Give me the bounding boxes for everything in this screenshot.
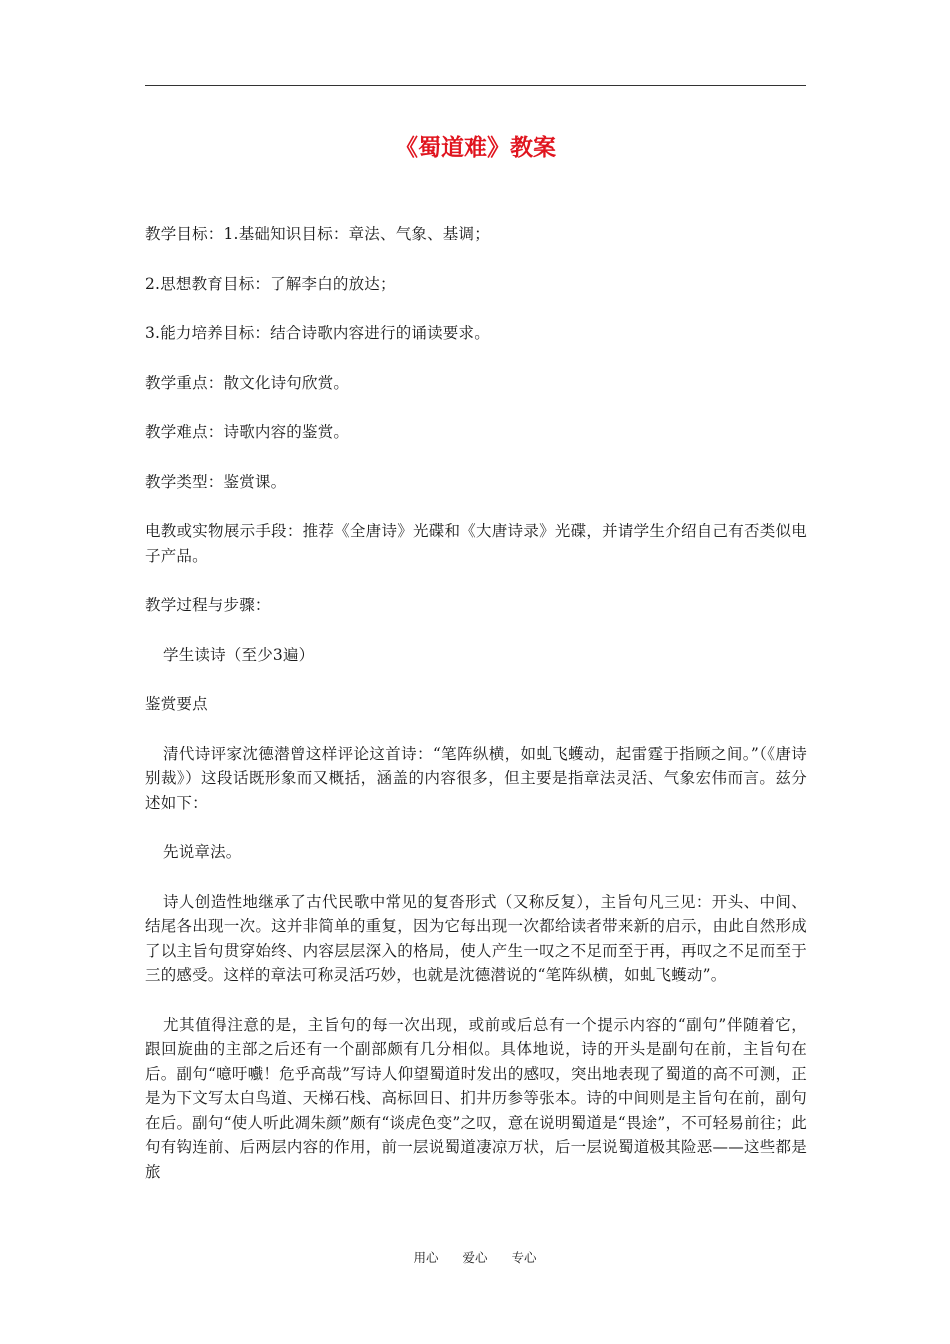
page-footer: 用心 爱心 专心	[413, 1250, 537, 1265]
paragraph: 3.能力培养目标：结合诗歌内容进行的诵读要求。	[145, 324, 490, 342]
paragraph: 清代诗评家沈德潜曾这样评论这首诗：“笔阵纵横，如虬飞蠖动，起雷霆于指顾之间。”（《唐诗别裁》）这段话既形象而又概括，涵盖的内容很多，但主要是指章法灵活、气象宏伟而言。兹分述如下：	[145, 744, 807, 812]
paragraph: 鉴赏要点	[145, 695, 208, 713]
document-title: 《蜀道难》教案	[395, 134, 556, 161]
paragraph: 电教或实物展示手段：推荐《全唐诗》光碟和《大唐诗录》光碟，并请学生介绍自己有否类似电子产品。	[145, 522, 807, 565]
paragraph: 先说章法。	[163, 843, 242, 861]
paragraph: 尤其值得注意的是，主旨句的每一次出现，或前或后总有一个提示内容的“副句”伴随着它，跟回旋曲的主部之后还有一个副部颇有几分相似。具体地说，诗的开头是副句在前，主旨句在后。副句“噫吁嚱！危乎高哉”写诗人仰望蜀道时发出的感叹，突出地表现了蜀道的高不可测，正是为下文写太白鸟道、天梯石栈、高标回日、扪井历参等张本。诗的中间则是主旨句在前，副句在后。副句“使人听此凋朱颜”颇有“谈虎色变”之叹，意在说明蜀道是“畏途”，不可轻易前往；此句有钩连前、后两层内容的作用，前一层说蜀道凄凉万状，后一层说蜀道极其险恶——这些都是旅	[145, 1015, 807, 1181]
document-body	[145, 222, 807, 1209]
paragraph: 教学重点：散文化诗句欣赏。	[145, 373, 350, 392]
paragraph: 2.思想教育目标：了解李白的放达；	[145, 274, 396, 293]
paragraph: 学生读诗（至少3遍）	[163, 645, 315, 664]
paragraph: 诗人创造性地继承了古代民歌中常见的复沓形式（又称反复），主旨句凡三见：开头、中间、结尾各出现一次。这并非简单的重复，因为它每出现一次都给读者带来新的启示，由此自然形成了以主旨句贯穿始终、内容层层深入的格局，使人产生一叹之不足而至于再，再叹之不足而至于三的感受。这样的章法可称灵活巧妙，也就是沈德潜说的“笔阵纵横，如虬飞蠖动”。	[145, 892, 807, 984]
paragraph: 教学目标：1.基础知识目标：章法、气象、基调；	[145, 225, 490, 243]
paragraph: 教学类型：鉴赏课。	[145, 472, 287, 491]
paragraph: 教学难点：诗歌内容的鉴赏。	[145, 423, 350, 441]
paragraph: 教学过程与步骤：	[145, 596, 271, 614]
header-rule	[145, 85, 806, 86]
